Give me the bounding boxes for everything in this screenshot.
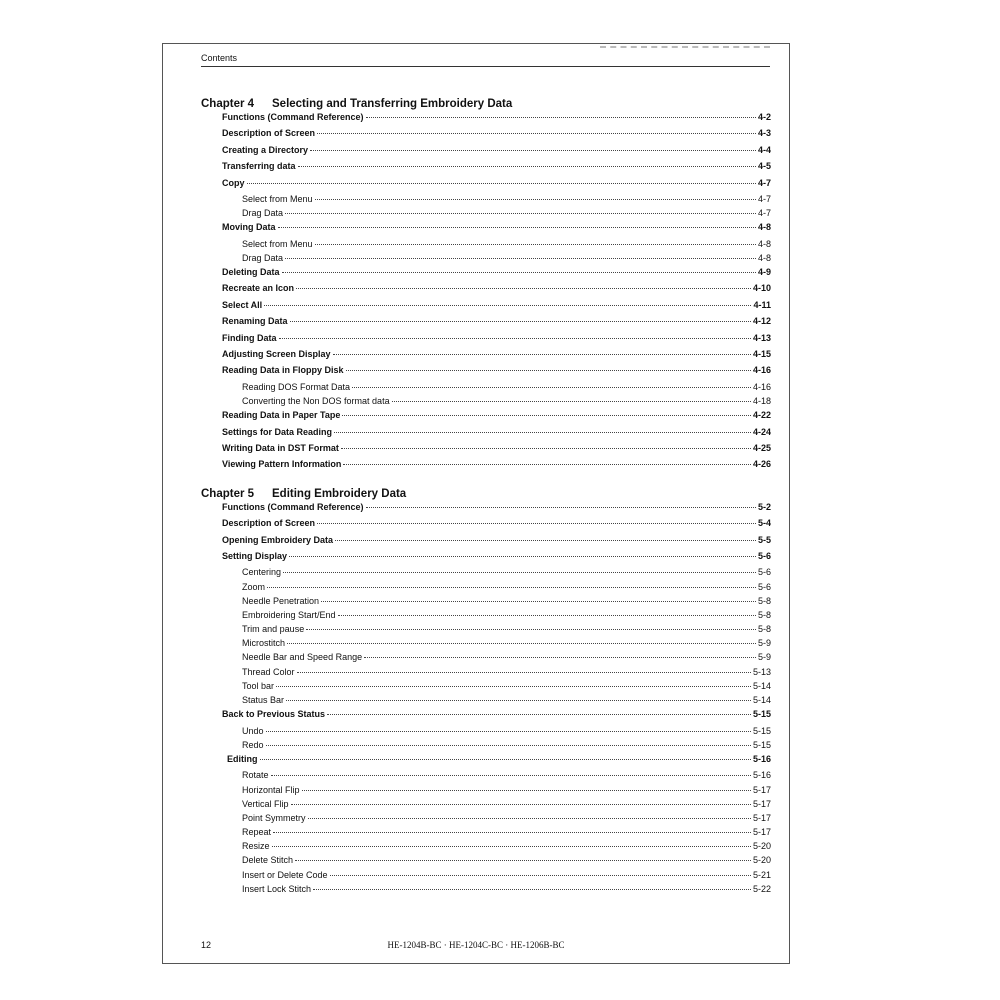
toc-entry-label: Trim and pause [242,624,305,635]
dot-leader [298,166,756,167]
toc-subentry[interactable] [201,813,771,827]
toc-entry-page: 4-8 [757,222,771,233]
toc-subentry[interactable] [201,567,771,581]
toc-entry[interactable] [201,316,771,332]
dot-leader [279,338,751,339]
dot-leader [392,401,751,402]
toc-entry-label: Setting Display [222,550,288,561]
toc-subentry[interactable] [201,624,771,638]
toc-subentry[interactable] [201,770,771,784]
dot-leader [285,213,756,214]
toc-entry-page: 4-8 [757,252,771,263]
dot-leader [297,672,751,673]
toc-entry-label: Writing Data in DST Format [222,442,339,453]
toc-entry-label: Converting the Non DOS format data [242,396,390,407]
toc-entry-label: Copy [222,177,245,188]
dot-leader [276,686,751,687]
toc-subentry[interactable] [201,239,771,253]
toc-entry-page: 4-16 [752,381,771,392]
toc-entry-label: Creating a Directory [222,144,309,155]
toc-entry-label: Needle Bar and Speed Range [242,652,363,663]
dot-leader [266,745,751,746]
toc-entry-label: Back to Previous Status [222,709,326,720]
toc-entry-page: 5-17 [752,812,771,823]
document-page [162,43,790,964]
toc-entry-page: 5-17 [752,784,771,795]
toc-entry-page: 5-8 [757,624,771,635]
toc-entry[interactable] [201,283,771,299]
toc-entry[interactable] [201,145,771,161]
dot-leader [338,615,756,616]
toc-entry-label: Viewing Pattern Information [222,459,342,470]
toc-entry-page: 5-9 [757,652,771,663]
dot-leader [343,464,751,465]
toc-subentry[interactable] [201,870,771,884]
toc-entry-page: 5-16 [752,753,771,764]
toc-entry-page: 4-22 [752,410,771,421]
toc-entry-page: 5-6 [757,550,771,561]
dot-leader [321,601,756,602]
dot-leader [296,288,751,289]
page-number: 12 [201,940,212,950]
toc-entry-page: 4-11 [753,299,771,310]
toc-entry-page: 4-24 [752,426,771,437]
toc-entry-page: 4-4 [757,144,771,155]
toc-entry-label: Zoom [242,581,266,592]
dot-leader [341,448,751,449]
dot-leader [286,700,751,701]
toc-entry-page: 4-10 [752,283,771,294]
toc-subentry[interactable] [201,208,771,222]
toc-subentry[interactable] [201,681,771,695]
dot-leader [287,643,756,644]
running-header: Contents [201,53,238,63]
chapter-number: Chapter 4 [201,98,255,110]
dot-leader [278,227,756,228]
toc-subentry[interactable] [201,785,771,799]
dot-leader [327,714,751,715]
toc-entry-page: 4-2 [757,112,771,122]
toc-subentry[interactable] [201,740,771,754]
dot-leader [295,860,751,861]
toc-entry[interactable] [201,754,771,770]
toc-entry-label: Tool bar [242,680,275,691]
dot-leader [342,415,751,416]
toc-entry-page: 4-16 [752,365,771,376]
toc-subentry[interactable] [201,610,771,624]
toc-entry-page: 5-22 [752,883,771,894]
toc-entry[interactable] [201,427,771,443]
toc-entry-page: 4-5 [757,161,771,172]
dot-leader [333,354,751,355]
table-of-contents [201,96,771,898]
toc-entry-page: 4-3 [757,128,771,139]
toc-entry-page: 5-16 [752,770,771,781]
toc-entry[interactable] [201,349,771,365]
toc-entry-label: Drag Data [242,208,284,219]
dot-leader [266,731,751,732]
toc-entry-page: 5-15 [752,739,771,750]
toc-entry-page: 5-8 [757,609,771,620]
dot-leader [315,199,756,200]
toc-entry-page: 5-20 [752,855,771,866]
toc-entry-label: Opening Embroidery Data [222,534,334,545]
dot-leader [310,150,756,151]
toc-subentry[interactable] [201,695,771,709]
toc-subentry[interactable] [201,194,771,208]
dot-leader [302,790,751,791]
toc-entry-label: Delete Stitch [242,855,294,866]
toc-subentry[interactable] [201,596,771,610]
toc-entry-label: Thread Color [242,666,295,677]
toc-entry-label: Centering [242,567,282,578]
toc-entry-label: Finding Data [222,332,277,343]
toc-entry-label: Select from Menu [242,193,313,204]
chapter-title: Selecting and Transferring Embroidery Data [272,98,513,110]
toc-entry-label: Undo [242,725,264,736]
dot-leader [260,759,751,760]
toc-entry-label: Horizontal Flip [242,784,300,795]
toc-entry[interactable] [201,161,771,177]
toc-entry-label: Repeat [242,827,272,838]
toc-subentry[interactable] [201,638,771,652]
toc-subentry[interactable] [201,726,771,740]
toc-entry-page: 4-15 [752,349,771,360]
toc-entry[interactable] [201,459,771,475]
dot-leader [334,432,751,433]
toc-entry[interactable] [201,502,771,518]
toc-entry-label: Insert or Delete Code [242,869,328,880]
dot-leader [271,775,751,776]
toc-entry-page: 5-9 [757,638,771,649]
dot-leader [290,321,751,322]
toc-entry-label: Recreate an Icon [222,283,295,294]
dot-leader [289,556,756,557]
dot-leader [285,258,756,259]
toc-entry[interactable] [201,267,771,283]
toc-entry[interactable] [201,535,771,551]
dot-leader [335,540,756,541]
toc-entry-label: Select All [222,299,263,310]
toc-entry-page: 4-13 [752,332,771,343]
toc-entry-page: 5-2 [757,501,771,512]
toc-entry[interactable] [201,443,771,459]
toc-entry-label: Deleting Data [222,267,280,278]
chapter-gap [201,476,771,486]
toc-entry-label: Moving Data [222,222,276,233]
dot-leader [291,804,751,805]
toc-entry-label: Select from Menu [242,238,313,249]
toc-subentry[interactable] [201,855,771,869]
dot-leader [330,875,751,876]
dot-leader [272,846,751,847]
toc-entry-page: 5-15 [752,709,771,720]
toc-entry-label: Description of Screen [222,518,316,529]
dot-leader [308,818,751,819]
toc-entry-label: Settings for Data Reading [222,426,333,437]
toc-entry[interactable] [201,333,771,349]
toc-entry-page: 5-13 [752,666,771,677]
toc-entry-label: Reading DOS Format Data [242,381,351,392]
toc-entry-label: Adjusting Screen Display [222,349,331,360]
toc-entry-label: Editing [227,753,258,764]
toc-entry-label: Redo [242,739,264,750]
dot-leader [364,657,756,658]
toc-entry-page: 4-26 [752,459,771,470]
toc-entry-label: Reading Data in Floppy Disk [222,365,344,376]
toc-entry[interactable] [201,551,771,567]
toc-entry[interactable] [201,222,771,238]
toc-subentry[interactable] [201,382,771,396]
toc-entry-label: Needle Penetration [242,595,320,606]
toc-entry-page: 5-4 [757,518,771,529]
chapter-heading [201,486,771,502]
toc-entry-page: 5-20 [752,841,771,852]
toc-subentry[interactable] [201,652,771,666]
toc-subentry[interactable] [201,827,771,841]
dot-leader [346,370,751,371]
dot-leader [366,117,756,118]
dot-leader [317,133,756,134]
toc-entry[interactable] [201,365,771,381]
dot-leader [282,272,756,273]
toc-entry-label: Reading Data in Paper Tape [222,410,341,421]
toc-subentry[interactable] [201,396,771,410]
toc-entry[interactable] [201,518,771,534]
toc-entry-label: Insert Lock Stitch [242,883,312,894]
toc-entry-page: 4-8 [757,238,771,249]
toc-entry-page: 4-7 [757,208,771,219]
toc-entry[interactable] [201,410,771,426]
toc-entry-page: 5-6 [757,567,771,578]
toc-subentry[interactable] [201,884,771,898]
toc-entry-page: 5-6 [757,581,771,592]
toc-entry-label: Transferring data [222,161,296,172]
dot-leader [313,889,751,890]
header-rule [201,66,770,67]
toc-entry-page: 5-21 [752,869,771,880]
dot-leader [366,507,756,508]
toc-entry-label: Resize [242,841,270,852]
dot-leader [247,183,756,184]
dot-leader [273,832,751,833]
toc-entry[interactable] [201,128,771,144]
toc-entry-page: 5-17 [752,798,771,809]
toc-subentry[interactable] [201,799,771,813]
toc-entry-label: Embroidering Start/End [242,609,336,620]
dot-leader [264,305,751,306]
toc-subentry[interactable] [201,841,771,855]
toc-entry-label: Renaming Data [222,316,288,327]
toc-entry-page: 5-15 [752,725,771,736]
chapter-number: Chapter 5 [201,487,255,500]
header-dash-decoration [600,46,770,48]
toc-entry-label: Functions (Command Reference) [222,112,364,122]
chapter-heading [201,96,771,112]
toc-entry-page: 4-25 [752,442,771,453]
toc-entry-label: Microstitch [242,638,286,649]
toc-entry-label: Rotate [242,770,269,781]
dot-leader [267,587,756,588]
toc-entry-label: Vertical Flip [242,798,289,809]
toc-entry-label: Point Symmetry [242,812,306,823]
toc-entry[interactable] [201,112,771,128]
toc-entry-label: Status Bar [242,695,285,706]
toc-entry[interactable] [201,178,771,194]
toc-entry-label: Functions (Command Reference) [222,501,364,512]
toc-subentry[interactable] [201,667,771,681]
toc-entry-page: 5-5 [757,534,771,545]
toc-subentry[interactable] [201,253,771,267]
dot-leader [352,387,751,388]
footer-models: HE-1204B-BC · HE-1204C-BC · HE-1206B-BC [387,940,565,950]
toc-entry[interactable] [201,709,771,725]
dot-leader [315,244,756,245]
chapter-title: Editing Embroidery Data [272,487,407,500]
toc-entry-page: 4-7 [757,177,771,188]
toc-entry[interactable] [201,300,771,316]
dot-leader [306,629,756,630]
toc-entry-page: 4-9 [757,267,771,278]
toc-entry-page: 5-14 [752,695,771,706]
toc-entry-page: 5-14 [752,680,771,691]
toc-entry-page: 5-8 [757,595,771,606]
toc-entry-page: 4-7 [757,193,771,204]
toc-entry-label: Description of Screen [222,128,316,139]
dot-leader [317,523,756,524]
toc-entry-page: 4-12 [752,316,771,327]
toc-entry-page: 5-17 [752,827,771,838]
toc-entry-page: 4-18 [752,396,771,407]
toc-entry-label: Drag Data [242,252,284,263]
dot-leader [283,572,756,573]
toc-subentry[interactable] [201,582,771,596]
